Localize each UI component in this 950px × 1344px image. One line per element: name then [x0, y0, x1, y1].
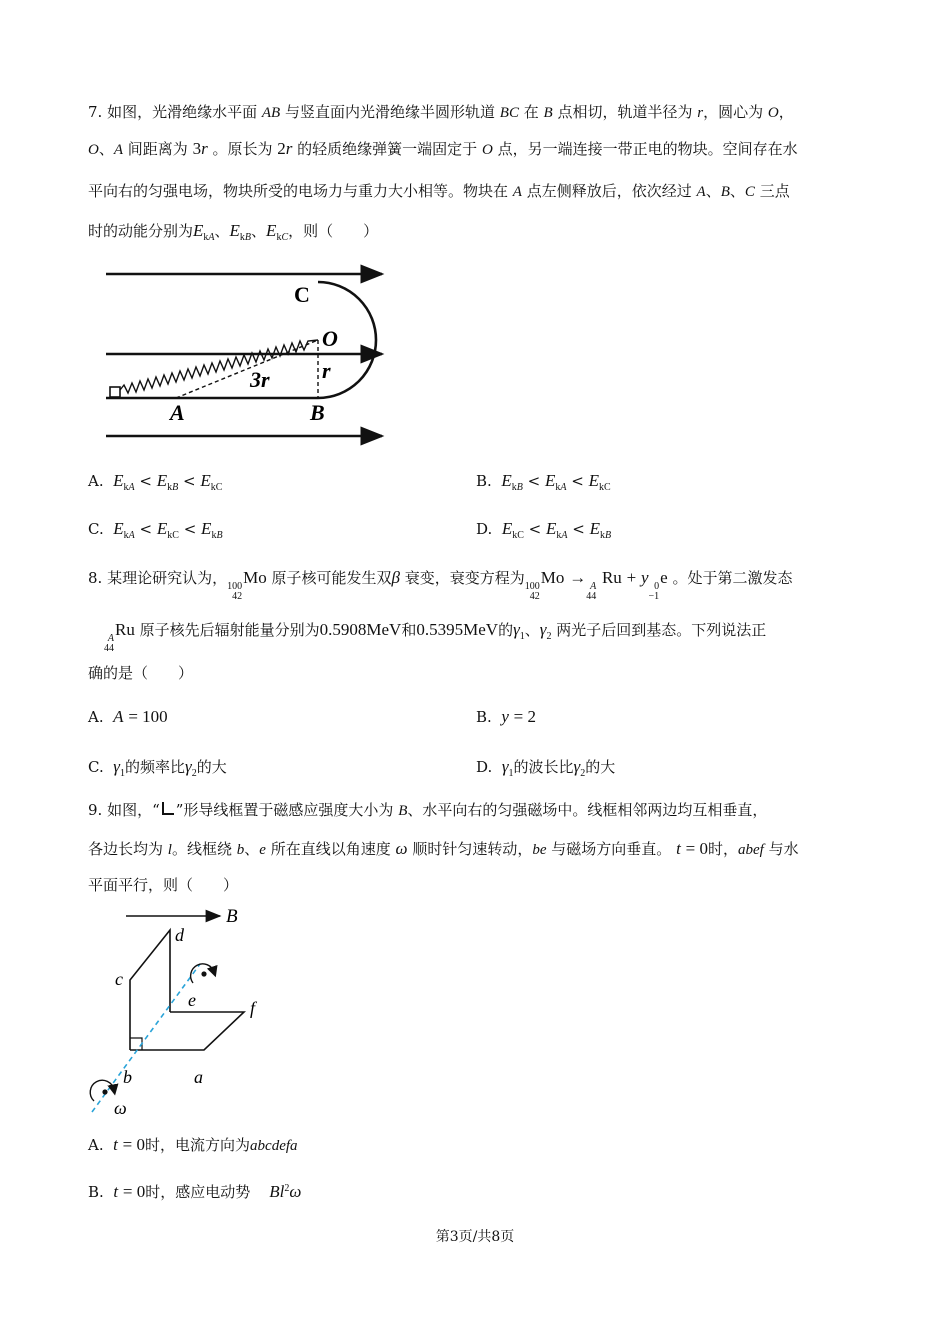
q9-line-1: 9. 如图，“ ”形导线框置于磁感应强度大小为 B、水平向右的匀强磁场中。线框相邻两边均互相垂直，	[88, 801, 768, 819]
page-footer: 第3页/共8页	[435, 1229, 515, 1245]
l-shape-icon	[160, 801, 176, 817]
q9-line-3: 平面平行，则（ ）	[88, 876, 239, 894]
q8-option-a[interactable]: A. A = 100	[88, 707, 168, 726]
q8-line-1: 8. 某理论研究认为， 100 42 Mo 原子核可能发生双β 衰变，衰变方程为 100 42 Mo → A 44 Ru + y 0 −1 e 。处于第二激发态	[88, 568, 793, 602]
q7-label-C: C	[294, 282, 310, 307]
q7-label-3r: 3r	[250, 367, 270, 392]
q8-option-b[interactable]: B. y = 2	[476, 707, 537, 726]
q8-option-c[interactable]: C. $\gamma_1$的频率比$\gamma_2$的大	[88, 757, 227, 779]
q8-option-d[interactable]: D. $\gamma_1$的波长比$\gamma_2$的大	[476, 757, 616, 779]
q9-line-2: 各边长均为 l。线框绕 b、e 所在直线以角速度 ω 顺时针匀速转动，be 与磁场方向垂直。 t = 0时，abef 与水	[88, 839, 799, 858]
q9-label-B: B	[226, 906, 238, 927]
q7-label-O: O	[322, 326, 338, 351]
q7-label-r: r	[322, 358, 331, 383]
q7-option-c[interactable]: C. $E_{kA} < E_{kC} < E_{kB}$	[88, 519, 223, 541]
q9-label-e: e	[188, 990, 196, 1010]
q7-label-A: A	[170, 400, 185, 425]
q7-label-B: B	[310, 400, 325, 425]
q9-label-b: b	[123, 1067, 132, 1087]
q9-option-b[interactable]: B. t = 0时，感应电动势 Bl$^2$ω	[88, 1182, 302, 1201]
q7-line-2: O、A 间距离为 3r 。原长为 2r 的轻质绝缘弹簧一端固定于 O 点，另一端连接一带正电的物块。空间存在水	[88, 139, 798, 158]
q9-label-a: a	[194, 1067, 203, 1087]
q7-option-a[interactable]: A. $E_{kA} < E_{kB} < E_{kC}$	[88, 471, 223, 493]
q9-label-d: d	[175, 925, 184, 945]
q9-option-a[interactable]: A. t = 0时，电流方向为abcdefa	[88, 1135, 298, 1154]
q8-line-3: 确的是（ ）	[88, 664, 194, 682]
q9-figure	[84, 900, 274, 1120]
q9-label-c: c	[115, 969, 123, 989]
q9-label-omega: ω	[114, 1098, 127, 1118]
q9-label-f: f	[250, 998, 256, 1018]
q8-line-2: A 44 Ru 原子核先后辐射能量分别为0.5908MeV和0.5395MeV的$\gamma_1$、$\gamma_2$ 两光子后回到基态。下列说法正	[104, 620, 767, 654]
q7-figure	[100, 260, 400, 450]
q7-line-4: 时的动能分别为$E_{kA}$、$E_{kB}$、$E_{kC}$，则（ ）	[88, 221, 379, 243]
q7-option-d[interactable]: D. $E_{kC} < E_{kA} < E_{kB}$	[476, 519, 612, 541]
q7-line-1: 7. 如图，光滑绝缘水平面 AB 与竖直面内光滑绝缘半圆形轨道 BC 在 B 点相切，轨道半径为 r，圆心为 O，	[88, 103, 794, 121]
q7-line-3: 平向右的匀强电场，物块所受的电场力与重力大小相等。物块在 A 点左侧释放后，依次经过 A、B、C 三点	[88, 182, 790, 200]
q7-option-b[interactable]: B. $E_{kB} < E_{kA} < E_{kC}$	[476, 471, 611, 493]
